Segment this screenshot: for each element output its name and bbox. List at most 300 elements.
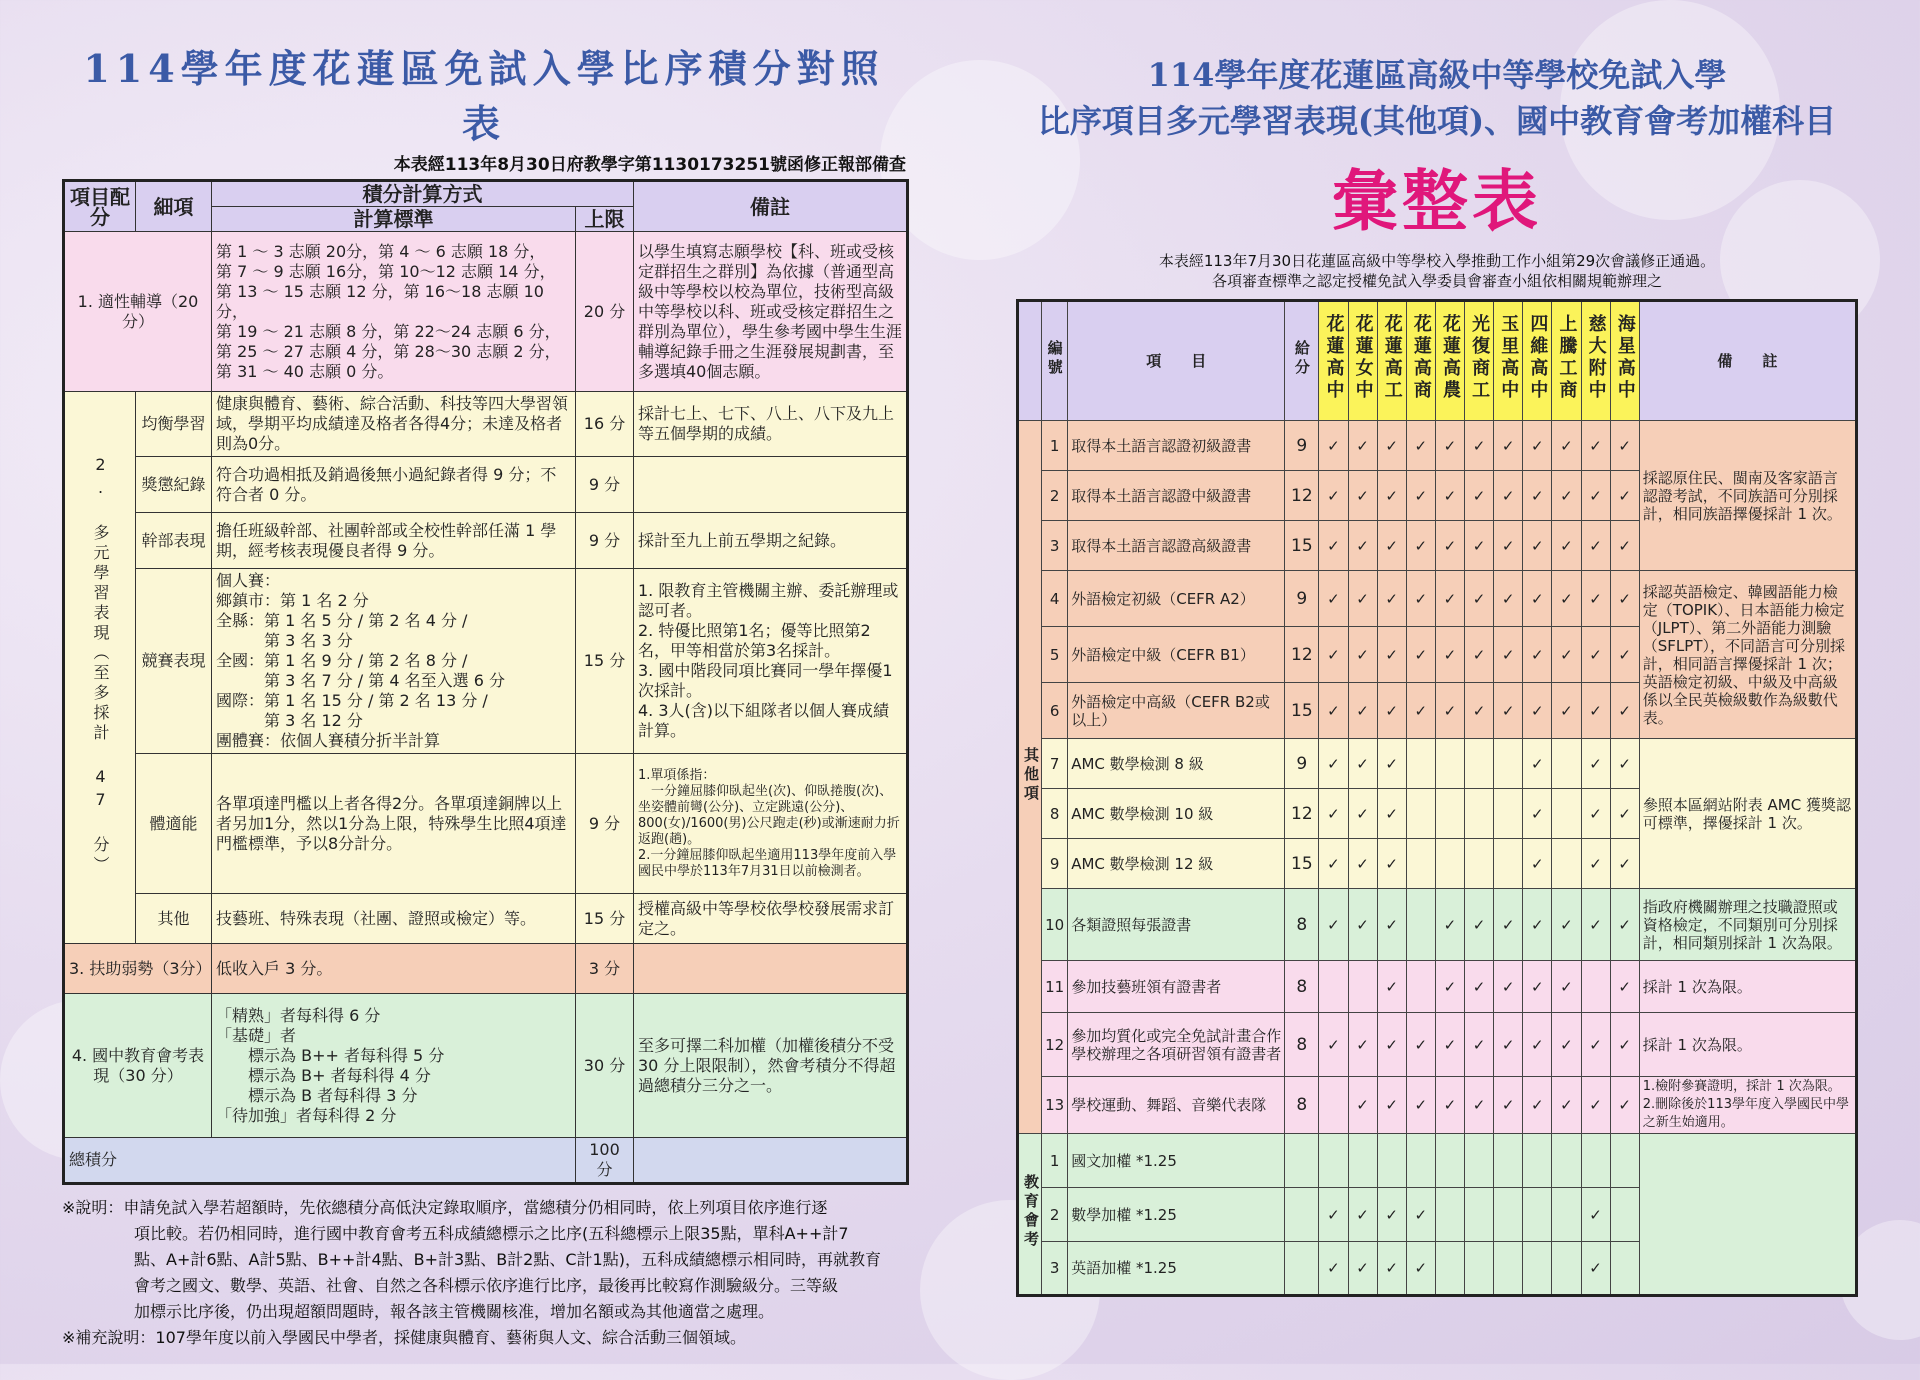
check-cell bbox=[1435, 789, 1464, 839]
check-cell: ✓ bbox=[1610, 1013, 1639, 1077]
r1-std-line: 第 1 ～ 3 志願 20分，第 4 ～ 6 志願 18 分， bbox=[216, 241, 546, 261]
check-cell bbox=[1465, 1134, 1494, 1188]
check-cell bbox=[1319, 961, 1348, 1013]
header-no: 編號 bbox=[1042, 301, 1068, 421]
r3-limit: 3 分 bbox=[576, 944, 634, 994]
check-cell bbox=[1406, 789, 1435, 839]
right-title-2: 比序項目多元學習表現(其他項)、國中教育會考加權科目 bbox=[1037, 102, 1837, 140]
check-cell: ✓ bbox=[1435, 421, 1464, 471]
check-cell: ✓ bbox=[1348, 889, 1377, 961]
score-table bbox=[62, 179, 909, 1185]
check-cell: ✓ bbox=[1435, 627, 1464, 683]
check-cell: ✓ bbox=[1348, 739, 1377, 789]
row-number: 5 bbox=[1042, 627, 1068, 683]
check-cell: ✓ bbox=[1523, 1013, 1552, 1077]
r2d-std-line: 第 3 名 7 分 / 第 4 名至入選 6 分 bbox=[216, 671, 505, 690]
check-cell: ✓ bbox=[1494, 1077, 1523, 1134]
check-cell: ✓ bbox=[1465, 961, 1494, 1013]
check-cell: ✓ bbox=[1465, 627, 1494, 683]
header-standard: 計算標準 bbox=[212, 207, 576, 232]
check-cell: ✓ bbox=[1406, 627, 1435, 683]
r2d-std-line: 第 3 名 12 分 bbox=[216, 711, 363, 730]
check-cell: ✓ bbox=[1581, 1013, 1610, 1077]
r1-std-line: 第 19 ～ 21 志願 8 分，第 22～24 志願 6 分， bbox=[216, 321, 561, 341]
school-header: 花蓮女中 bbox=[1348, 301, 1377, 421]
check-cell: ✓ bbox=[1494, 521, 1523, 571]
check-cell: ✓ bbox=[1348, 789, 1377, 839]
row-score: 12 bbox=[1285, 627, 1319, 683]
check-cell: ✓ bbox=[1319, 627, 1348, 683]
check-cell: ✓ bbox=[1348, 683, 1377, 739]
right-title-3: 彙整表 bbox=[1332, 162, 1542, 240]
row-score: 8 bbox=[1285, 961, 1319, 1013]
check-cell: ✓ bbox=[1435, 889, 1464, 961]
check-cell bbox=[1465, 739, 1494, 789]
check-cell bbox=[1435, 1134, 1464, 1188]
row-number: 4 bbox=[1042, 571, 1068, 627]
r2d-remark-line: 3. 國中階段同項比賽同一學年擇優1次採計。 bbox=[638, 661, 893, 700]
check-cell: ✓ bbox=[1523, 571, 1552, 627]
subject-table bbox=[1016, 299, 1858, 1297]
check-cell: ✓ bbox=[1523, 1077, 1552, 1134]
r2c-remark: 採計至九上前五學期之紀錄。 bbox=[634, 513, 908, 569]
check-cell: ✓ bbox=[1581, 521, 1610, 571]
check-cell: ✓ bbox=[1319, 471, 1348, 521]
header-item: 項 目 bbox=[1068, 301, 1285, 421]
r4-limit: 30 分 bbox=[576, 994, 634, 1138]
check-cell: ✓ bbox=[1581, 789, 1610, 839]
check-cell: ✓ bbox=[1523, 739, 1552, 789]
r2d-detail: 競賽表現 bbox=[136, 569, 212, 754]
school-header: 玉里高中 bbox=[1494, 301, 1523, 421]
check-cell bbox=[1494, 739, 1523, 789]
check-cell bbox=[1552, 839, 1581, 889]
check-cell: ✓ bbox=[1377, 521, 1406, 571]
row-item: 學校運動、舞蹈、音樂代表隊 bbox=[1068, 1077, 1285, 1134]
row-score: 9 bbox=[1285, 421, 1319, 471]
check-cell bbox=[1581, 1134, 1610, 1188]
r2b-detail: 獎懲紀錄 bbox=[136, 457, 212, 513]
r2e-remark-line: 一分鐘屈膝仰臥起坐(次)、仰臥捲腹(次)、坐姿體前彎(公分)、立定跳遠(公分)、800(女)/1600(男)公尺跑走(秒)或漸速耐力折返跑(趟)。 bbox=[638, 783, 900, 847]
check-cell: ✓ bbox=[1581, 889, 1610, 961]
row-score: 15 bbox=[1285, 521, 1319, 571]
check-cell: ✓ bbox=[1348, 627, 1377, 683]
row-number: 1 bbox=[1042, 421, 1068, 471]
table-row bbox=[1018, 739, 1857, 789]
check-cell bbox=[1494, 1188, 1523, 1242]
check-cell: ✓ bbox=[1465, 889, 1494, 961]
check-cell: ✓ bbox=[1552, 1077, 1581, 1134]
row-number: 2 bbox=[1042, 1188, 1068, 1242]
r2f-detail: 其他 bbox=[136, 894, 212, 944]
check-cell: ✓ bbox=[1348, 1188, 1377, 1242]
right-title-1: 114學年度花蓮區高級中等學校免試入學 bbox=[1147, 56, 1727, 94]
row-number: 1 bbox=[1042, 1134, 1068, 1188]
r2e-remark bbox=[634, 754, 908, 894]
row-remark bbox=[1639, 1134, 1856, 1296]
r2c-limit: 9 分 bbox=[576, 513, 634, 569]
school-header: 花蓮高中 bbox=[1319, 301, 1348, 421]
r1-std-line: 第 7 ～ 9 志願 16分，第 10～12 志願 14 分， bbox=[216, 261, 556, 281]
school-header: 海星高中 bbox=[1610, 301, 1639, 421]
check-cell: ✓ bbox=[1610, 839, 1639, 889]
r2c-standard: 擔任班級幹部、社團幹部或全校性幹部任滿 1 學期，經考核表現優良者得 9 分。 bbox=[212, 513, 576, 569]
check-cell: ✓ bbox=[1348, 1013, 1377, 1077]
left-panel bbox=[62, 38, 906, 1351]
r1-std-line: 第 13 ～ 15 志願 12 分，第 16～18 志願 10 分， bbox=[216, 281, 544, 321]
check-cell: ✓ bbox=[1406, 571, 1435, 627]
r1-limit: 20 分 bbox=[576, 232, 634, 392]
note-line: 項比較。若仍相同時，進行國中教育會考五科成績總標示之比序(五科總標示上限35點，單科A++計7 bbox=[134, 1224, 849, 1243]
r2f-standard: 技藝班、特殊表現（社團、證照或檢定）等。 bbox=[212, 894, 576, 944]
r2d-standard bbox=[212, 569, 576, 754]
row-number: 13 bbox=[1042, 1077, 1068, 1134]
r2e-detail: 體適能 bbox=[136, 754, 212, 894]
row-remark: 採認原住民、閩南及客家語言認證考試，不同族語可分別採計，相同族語擇優採計 1 次。 bbox=[1639, 421, 1856, 571]
row-score bbox=[1285, 1134, 1319, 1188]
check-cell: ✓ bbox=[1465, 471, 1494, 521]
check-cell bbox=[1348, 1134, 1377, 1188]
school-header: 慈大附中 bbox=[1581, 301, 1610, 421]
r2a-standard: 健康與體育、藝術、綜合活動、科技等四大學習領域，學期平均成績達及格者各得4分；未達及格者則為0分。 bbox=[212, 392, 576, 457]
check-cell bbox=[1319, 1134, 1348, 1188]
check-cell: ✓ bbox=[1377, 571, 1406, 627]
check-cell: ✓ bbox=[1348, 471, 1377, 521]
note-line: 點、A+計6點、A計5點、B++計4點、B+計3點、B計2點、C計1點)，五科成績總標示相同時，再就教育 bbox=[134, 1250, 881, 1269]
note-line: ※補充說明：107學年度以前入學國民中學者，採健康與體育、藝術與人文、綜合活動三個領域。 bbox=[62, 1328, 746, 1347]
category-exam: 教育會考 bbox=[1018, 1134, 1042, 1296]
r3-standard: 低收入戶 3 分。 bbox=[212, 944, 576, 994]
check-cell: ✓ bbox=[1435, 961, 1464, 1013]
check-cell: ✓ bbox=[1581, 627, 1610, 683]
check-cell bbox=[1465, 1242, 1494, 1296]
check-cell: ✓ bbox=[1406, 1077, 1435, 1134]
check-cell: ✓ bbox=[1494, 683, 1523, 739]
check-cell: ✓ bbox=[1523, 471, 1552, 521]
check-cell: ✓ bbox=[1523, 789, 1552, 839]
check-cell bbox=[1406, 839, 1435, 889]
check-cell: ✓ bbox=[1319, 571, 1348, 627]
check-cell bbox=[1552, 789, 1581, 839]
check-cell: ✓ bbox=[1552, 1013, 1581, 1077]
table-row bbox=[1018, 1077, 1857, 1134]
check-cell: ✓ bbox=[1610, 1077, 1639, 1134]
check-cell: ✓ bbox=[1406, 421, 1435, 471]
check-cell: ✓ bbox=[1319, 1188, 1348, 1242]
check-cell: ✓ bbox=[1406, 1188, 1435, 1242]
check-cell: ✓ bbox=[1523, 961, 1552, 1013]
check-cell: ✓ bbox=[1435, 1013, 1464, 1077]
check-cell: ✓ bbox=[1494, 421, 1523, 471]
check-cell: ✓ bbox=[1552, 627, 1581, 683]
check-cell: ✓ bbox=[1406, 471, 1435, 521]
row-number: 8 bbox=[1042, 789, 1068, 839]
check-cell bbox=[1494, 1242, 1523, 1296]
check-cell bbox=[1435, 1188, 1464, 1242]
right-panel bbox=[1016, 52, 1858, 1297]
remark-line: 2.刪除後於113學年度入學國民中學之新生始適用。 bbox=[1642, 1097, 1849, 1130]
r1-item: 1. 適性輔導（20 分） bbox=[64, 232, 212, 392]
table-row bbox=[1018, 889, 1857, 961]
check-cell bbox=[1523, 1242, 1552, 1296]
check-cell: ✓ bbox=[1348, 1077, 1377, 1134]
r4-std-line: 標示為 B 者每科得 3 分 bbox=[216, 1085, 418, 1105]
row-score: 8 bbox=[1285, 1077, 1319, 1134]
r2f-remark: 授權高級中等學校依學校發展需求訂定之。 bbox=[634, 894, 908, 944]
check-cell: ✓ bbox=[1581, 1077, 1610, 1134]
check-cell: ✓ bbox=[1552, 889, 1581, 961]
check-cell bbox=[1435, 839, 1464, 889]
check-cell: ✓ bbox=[1377, 839, 1406, 889]
check-cell: ✓ bbox=[1610, 421, 1639, 471]
r2d-std-line: 全縣：第 1 名 5 分 / 第 2 名 4 分 / bbox=[216, 611, 468, 630]
header-limit: 上限 bbox=[576, 207, 634, 232]
check-cell: ✓ bbox=[1494, 471, 1523, 521]
right-subtitle-1: 本表經113年7月30日花蓮區高級中等學校入學推動工作小組第29次會議修正通過。 bbox=[1158, 252, 1716, 270]
row-remark: 指政府機關辦理之技職證照或資格檢定，不同類別可分別採計，相同類別採計 1 次為限。 bbox=[1639, 889, 1856, 961]
check-cell: ✓ bbox=[1552, 471, 1581, 521]
check-cell bbox=[1406, 739, 1435, 789]
check-cell bbox=[1465, 1188, 1494, 1242]
r4-item: 4. 國中教育會考表現（30 分） bbox=[64, 994, 212, 1138]
check-cell bbox=[1610, 1188, 1639, 1242]
check-cell: ✓ bbox=[1319, 889, 1348, 961]
table-row bbox=[1018, 1013, 1857, 1077]
check-cell: ✓ bbox=[1610, 571, 1639, 627]
school-header: 上騰工商 bbox=[1552, 301, 1581, 421]
row-number: 9 bbox=[1042, 839, 1068, 889]
r2a-detail: 均衡學習 bbox=[136, 392, 212, 457]
check-cell: ✓ bbox=[1348, 571, 1377, 627]
row-score bbox=[1285, 1242, 1319, 1296]
notes bbox=[62, 1195, 906, 1351]
check-cell: ✓ bbox=[1348, 421, 1377, 471]
row-item: 外語檢定初級（CEFR A2） bbox=[1068, 571, 1285, 627]
row-number: 7 bbox=[1042, 739, 1068, 789]
row-item: AMC 數學檢測 10 級 bbox=[1068, 789, 1285, 839]
r2d-std-line: 團體賽：依個人賽積分折半計算 bbox=[216, 731, 441, 750]
check-cell: ✓ bbox=[1581, 1188, 1610, 1242]
school-header: 花蓮高農 bbox=[1435, 301, 1464, 421]
check-cell: ✓ bbox=[1581, 571, 1610, 627]
row-score: 9 bbox=[1285, 739, 1319, 789]
check-cell: ✓ bbox=[1377, 421, 1406, 471]
check-cell: ✓ bbox=[1319, 839, 1348, 889]
header-item: 項目配分 bbox=[64, 181, 136, 232]
row-number: 6 bbox=[1042, 683, 1068, 739]
check-cell: ✓ bbox=[1435, 471, 1464, 521]
r2d-remark-line: 1. 限教育主管機關主辦、委託辦理或認可者。 bbox=[638, 581, 899, 620]
check-cell: ✓ bbox=[1581, 683, 1610, 739]
row-score: 12 bbox=[1285, 471, 1319, 521]
row-item: 取得本土語言認證初級證書 bbox=[1068, 421, 1285, 471]
header-calc: 積分計算方式 bbox=[212, 181, 634, 207]
check-cell: ✓ bbox=[1581, 421, 1610, 471]
check-cell: ✓ bbox=[1348, 1242, 1377, 1296]
row-score: 8 bbox=[1285, 889, 1319, 961]
r2d-std-line: 第 3 名 3 分 bbox=[216, 631, 353, 650]
check-cell: ✓ bbox=[1319, 683, 1348, 739]
check-cell: ✓ bbox=[1377, 627, 1406, 683]
row-score bbox=[1285, 1188, 1319, 1242]
r2-item: 2. 多元學習表現（至多採計 47 分） bbox=[64, 392, 136, 944]
check-cell: ✓ bbox=[1319, 521, 1348, 571]
r2b-remark bbox=[634, 457, 908, 513]
check-cell: ✓ bbox=[1435, 521, 1464, 571]
check-cell bbox=[1465, 789, 1494, 839]
r2d-std-line: 全國：第 1 名 9 分 / 第 2 名 8 分 / bbox=[216, 651, 468, 670]
check-cell: ✓ bbox=[1406, 521, 1435, 571]
check-cell bbox=[1552, 1134, 1581, 1188]
check-cell bbox=[1435, 1242, 1464, 1296]
table-row bbox=[1018, 961, 1857, 1013]
row-number: 12 bbox=[1042, 1013, 1068, 1077]
check-cell: ✓ bbox=[1406, 1013, 1435, 1077]
check-cell bbox=[1348, 961, 1377, 1013]
row-remark: 採計 1 次為限。 bbox=[1639, 961, 1856, 1013]
note-line: 加標示比序後，仍出現超額問題時，報各該主管機關核准，增加名額或為其他適當之處理。 bbox=[134, 1302, 775, 1321]
r2a-limit: 16 分 bbox=[576, 392, 634, 457]
r2f-limit: 15 分 bbox=[576, 894, 634, 944]
check-cell: ✓ bbox=[1552, 961, 1581, 1013]
check-cell: ✓ bbox=[1581, 739, 1610, 789]
check-cell bbox=[1552, 739, 1581, 789]
category-other: 其他項 bbox=[1018, 421, 1042, 1134]
check-cell: ✓ bbox=[1581, 1242, 1610, 1296]
r2e-standard: 各單項達門檻以上者各得2分。各單項達銅牌以上者另加1分，然以1分為上限，特殊學生比照4項達門檻標準，予以8分計分。 bbox=[212, 754, 576, 894]
check-cell bbox=[1494, 1134, 1523, 1188]
check-cell: ✓ bbox=[1377, 1242, 1406, 1296]
check-cell: ✓ bbox=[1377, 1188, 1406, 1242]
check-cell: ✓ bbox=[1406, 1242, 1435, 1296]
table-row bbox=[1018, 571, 1857, 627]
school-header: 花蓮高商 bbox=[1406, 301, 1435, 421]
row-item: 參加技藝班領有證書者 bbox=[1068, 961, 1285, 1013]
check-cell: ✓ bbox=[1465, 1077, 1494, 1134]
check-cell: ✓ bbox=[1377, 683, 1406, 739]
school-header: 四維高中 bbox=[1523, 301, 1552, 421]
header-score: 給分 bbox=[1285, 301, 1319, 421]
r2d-remark-line: 4. 3人(含)以下組隊者以個人賽成績計算。 bbox=[638, 701, 890, 740]
row-score: 15 bbox=[1285, 839, 1319, 889]
check-cell: ✓ bbox=[1377, 471, 1406, 521]
check-cell: ✓ bbox=[1435, 1077, 1464, 1134]
check-cell: ✓ bbox=[1377, 789, 1406, 839]
check-cell: ✓ bbox=[1610, 789, 1639, 839]
check-cell: ✓ bbox=[1348, 521, 1377, 571]
row-item: 數學加權 *1.25 bbox=[1068, 1188, 1285, 1242]
check-cell: ✓ bbox=[1552, 683, 1581, 739]
check-cell: ✓ bbox=[1377, 1013, 1406, 1077]
r4-remark: 至多可擇二科加權（加權後積分不受 30 分上限限制），然會考積分不得超過總積分三分之一。 bbox=[634, 994, 908, 1138]
r2e-limit: 9 分 bbox=[576, 754, 634, 894]
check-cell: ✓ bbox=[1610, 683, 1639, 739]
check-cell: ✓ bbox=[1523, 627, 1552, 683]
row-item: 取得本土語言認證中級證書 bbox=[1068, 471, 1285, 521]
r2a-remark: 採計七上、七下、八上、八下及九上等五個學期的成績。 bbox=[634, 392, 908, 457]
check-cell: ✓ bbox=[1494, 627, 1523, 683]
r3-remark bbox=[634, 944, 908, 994]
check-cell bbox=[1494, 839, 1523, 889]
check-cell: ✓ bbox=[1610, 961, 1639, 1013]
r1-remark: 以學生填寫志願學校【科、班或受核定群招生之群別】為依據（普通型高級中等學校以校為單位，技術型高級中等學校以科、班或受核定群招生之群別為單位），學生參考國中學生生涯輔導紀錄手冊之生涯發展規劃書，至多選填40個志願。 bbox=[634, 232, 908, 392]
check-cell: ✓ bbox=[1494, 571, 1523, 627]
r2d-limit: 15 分 bbox=[576, 569, 634, 754]
check-cell: ✓ bbox=[1319, 739, 1348, 789]
check-cell bbox=[1406, 889, 1435, 961]
check-cell: ✓ bbox=[1494, 1013, 1523, 1077]
row-number: 3 bbox=[1042, 521, 1068, 571]
total-label: 總積分 bbox=[64, 1138, 576, 1184]
check-cell: ✓ bbox=[1523, 421, 1552, 471]
check-cell: ✓ bbox=[1435, 571, 1464, 627]
check-cell: ✓ bbox=[1377, 961, 1406, 1013]
check-cell bbox=[1523, 1188, 1552, 1242]
check-cell bbox=[1494, 789, 1523, 839]
r1-standard bbox=[212, 232, 576, 392]
row-score: 15 bbox=[1285, 683, 1319, 739]
check-cell bbox=[1610, 1134, 1639, 1188]
check-cell bbox=[1377, 1134, 1406, 1188]
check-cell bbox=[1406, 961, 1435, 1013]
row-remark: 採計 1 次為限。 bbox=[1639, 1013, 1856, 1077]
r2d-remark-line: 2. 特優比照第1名；優等比照第2名，甲等相當於第3名採計。 bbox=[638, 621, 871, 660]
total-limit: 100 分 bbox=[576, 1138, 634, 1184]
left-subtitle: 本表經113年8月30日府教學字第1130173251號函修正報部備查 bbox=[393, 155, 906, 175]
r2c-detail: 幹部表現 bbox=[136, 513, 212, 569]
remark-line: 1.檢附參賽證明，採計 1 次為限。 bbox=[1642, 1079, 1841, 1094]
check-cell: ✓ bbox=[1581, 471, 1610, 521]
check-cell: ✓ bbox=[1465, 521, 1494, 571]
header-detail: 細項 bbox=[136, 181, 212, 232]
check-cell: ✓ bbox=[1494, 961, 1523, 1013]
check-cell: ✓ bbox=[1523, 889, 1552, 961]
note-line: 會考之國文、數學、英語、社會、自然之各科標示依序進行比序，最後再比較寫作測驗級分。三等級 bbox=[134, 1276, 839, 1295]
row-item: 外語檢定中級（CEFR B1） bbox=[1068, 627, 1285, 683]
check-cell bbox=[1552, 1188, 1581, 1242]
row-item: 英語加權 *1.25 bbox=[1068, 1242, 1285, 1296]
check-cell: ✓ bbox=[1610, 627, 1639, 683]
check-cell: ✓ bbox=[1319, 1013, 1348, 1077]
row-remark: 採認英語檢定、韓國語能力檢定（TOPIK）、日本語能力檢定（JLPT）、第二外語能力測驗（SFLPT），不同語言可分別採計，相同語言擇優採計 1 次；英語檢定初級、中級及中高級係以全民英檢級數作為級數代表。 bbox=[1639, 571, 1856, 739]
check-cell: ✓ bbox=[1377, 889, 1406, 961]
check-cell: ✓ bbox=[1494, 889, 1523, 961]
check-cell bbox=[1406, 1134, 1435, 1188]
check-cell: ✓ bbox=[1552, 421, 1581, 471]
check-cell: ✓ bbox=[1523, 521, 1552, 571]
check-cell: ✓ bbox=[1523, 839, 1552, 889]
row-remark bbox=[1639, 1077, 1856, 1134]
check-cell: ✓ bbox=[1523, 683, 1552, 739]
r2d-std-line: 鄉鎮市：第 1 名 2 分 bbox=[216, 591, 369, 610]
r4-std-line: 標示為 B++ 者每科得 5 分 bbox=[216, 1045, 445, 1065]
check-cell bbox=[1523, 1134, 1552, 1188]
check-cell bbox=[1581, 961, 1610, 1013]
check-cell: ✓ bbox=[1319, 1242, 1348, 1296]
row-number: 10 bbox=[1042, 889, 1068, 961]
row-score: 12 bbox=[1285, 789, 1319, 839]
row-item: 外語檢定中高級（CEFR B2或以上） bbox=[1068, 683, 1285, 739]
check-cell: ✓ bbox=[1465, 1013, 1494, 1077]
row-item: 各類證照每張證書 bbox=[1068, 889, 1285, 961]
r2e-remark-line: 1.單項係指： bbox=[638, 767, 716, 783]
check-cell bbox=[1435, 739, 1464, 789]
r1-std-line: 第 31 ～ 40 志願 0 分。 bbox=[216, 361, 394, 381]
header-remark: 備 註 bbox=[1639, 301, 1856, 421]
row-score: 8 bbox=[1285, 1013, 1319, 1077]
r2b-standard: 符合功過相抵及銷過後無小過紀錄者得 9 分；不符合者 0 分。 bbox=[212, 457, 576, 513]
r2d-std-line: 個人賽： bbox=[216, 571, 281, 590]
